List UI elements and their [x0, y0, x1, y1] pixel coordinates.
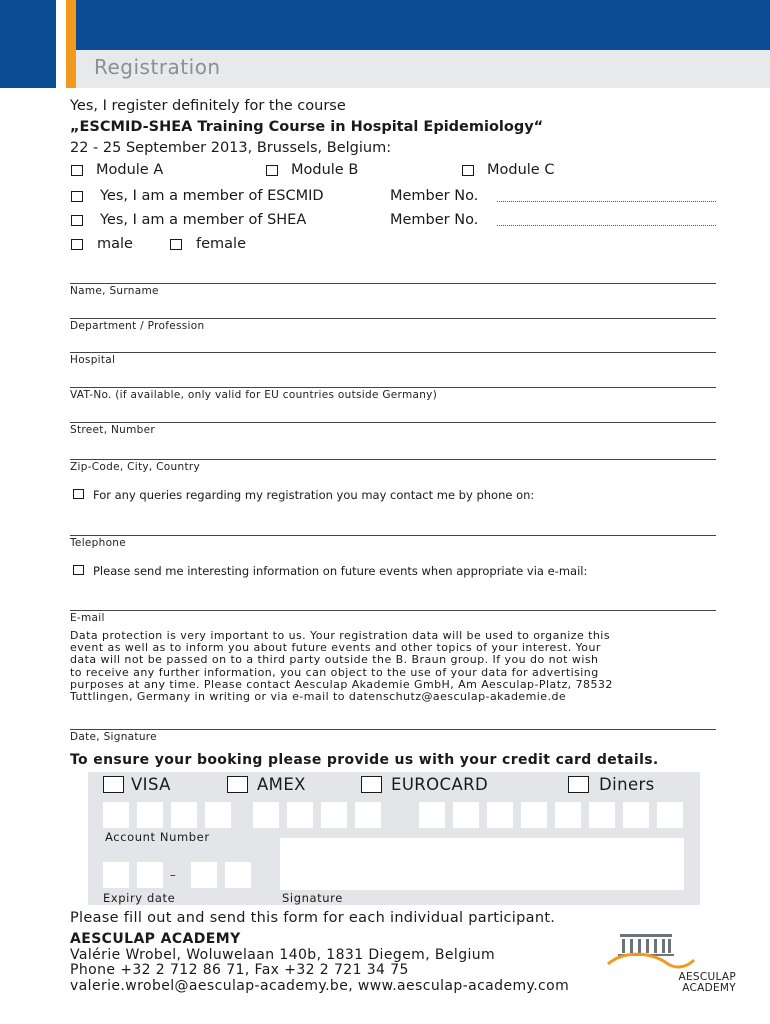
hospital-field[interactable]: [70, 352, 716, 353]
female-label: female: [196, 236, 246, 252]
department-field[interactable]: [70, 318, 716, 319]
email-field[interactable]: [70, 610, 716, 611]
male-label: male: [97, 236, 133, 252]
account-digit-box[interactable]: [287, 802, 313, 828]
telephone-field[interactable]: [70, 535, 716, 536]
module-a-checkbox[interactable]: [71, 165, 83, 176]
amex-checkbox[interactable]: [227, 776, 248, 793]
footer-note: Please fill out and send this form for each individual participant.: [70, 910, 556, 926]
account-digit-box[interactable]: [521, 802, 547, 828]
street-label: Street, Number: [70, 424, 155, 436]
hospital-label: Hospital: [70, 354, 116, 366]
page-title: Registration: [94, 55, 221, 79]
telephone-label: Telephone: [70, 537, 127, 549]
expiry-digit-box[interactable]: [103, 862, 129, 888]
module-b-label: Module B: [291, 162, 359, 178]
escmid-member-checkbox[interactable]: [71, 191, 83, 202]
date-signature-label: Date, Signature: [70, 731, 157, 743]
name-field[interactable]: [70, 283, 716, 284]
eurocard-checkbox[interactable]: [361, 776, 382, 793]
module-c-checkbox[interactable]: [462, 165, 474, 176]
name-label: Name, Surname: [70, 285, 159, 297]
module-b-checkbox[interactable]: [266, 165, 278, 176]
email-consent-checkbox[interactable]: [73, 565, 84, 575]
card-signature-field[interactable]: [280, 838, 684, 890]
eurocard-label: EUROCARD: [391, 775, 489, 794]
phone-consent-checkbox[interactable]: [73, 489, 84, 499]
escmid-member-label: Yes, I am a member of ESCMID: [100, 188, 324, 204]
shea-member-no-field[interactable]: [497, 225, 716, 226]
account-digit-box[interactable]: [321, 802, 347, 828]
diners-label: Diners: [599, 775, 655, 794]
phone-consent-label: For any queries regarding my registration you may contact me by phone on:: [93, 488, 535, 502]
amex-label: AMEX: [257, 775, 306, 794]
privacy-notice: [70, 630, 720, 703]
account-digit-box[interactable]: [103, 802, 129, 828]
shea-member-label: Yes, I am a member of SHEA: [100, 212, 307, 228]
module-a-label: Module A: [96, 162, 164, 178]
account-digit-box[interactable]: [657, 802, 683, 828]
department-label: Department / Profession: [70, 320, 205, 332]
org-name: AESCULAP ACADEMY: [70, 931, 241, 947]
privacy-line: Data protection is very important to us. Your registration data will be used to organize this: [70, 629, 610, 642]
expiry-date-label: Expiry date: [103, 891, 176, 905]
card-signature-label: Signature: [282, 891, 343, 905]
account-digit-box[interactable]: [589, 802, 615, 828]
privacy-line: to receive any further information, you can object to the use of your data for advertising: [70, 665, 599, 679]
street-field[interactable]: [70, 422, 716, 423]
address-line: Valérie Wrobel, Woluwelaan 140b, 1831 Diegem, Belgium: [70, 947, 496, 963]
visa-checkbox[interactable]: [103, 776, 124, 793]
account-digit-box[interactable]: [453, 802, 479, 828]
visa-label: VISA: [131, 775, 171, 794]
expiry-separator: –: [170, 868, 177, 882]
zip-city-label: Zip-Code, City, Country: [70, 461, 200, 473]
email-consent-label: Please send me interesting information on future events when appropriate via e-mail:: [93, 564, 588, 578]
privacy-line: data will not be passed on to a third party outside the B. Braun group. If you do not wish: [70, 653, 599, 667]
female-checkbox[interactable]: [170, 239, 182, 250]
vat-label: VAT-No. (if available, only valid for EU countries outside Germany): [70, 389, 438, 401]
escmid-member-no-field[interactable]: [497, 201, 716, 202]
web-line[interactable]: valerie.wrobel@aesculap-academy.be, www.aesculap-academy.com: [70, 978, 570, 994]
shea-member-no-label: Member No.: [390, 212, 479, 228]
account-number-label: Account Number: [105, 830, 210, 844]
logo-text-line1: AESCULAP: [678, 971, 736, 983]
intro-line: Yes, I register definitely for the course: [70, 98, 346, 114]
account-digit-box[interactable]: [487, 802, 513, 828]
account-digit-box[interactable]: [137, 802, 163, 828]
module-c-label: Module C: [487, 162, 555, 178]
header-orange-stripe: [66, 0, 76, 88]
credit-card-heading: To ensure your booking please provide us with your credit card details.: [70, 752, 659, 768]
expiry-digit-box[interactable]: [225, 862, 251, 888]
expiry-digit-box[interactable]: [137, 862, 163, 888]
vat-field[interactable]: [70, 387, 716, 388]
privacy-line: purposes at any time. Please contact Aesculap Akademie GmbH, Am Aesculap-Platz, 78532: [70, 677, 613, 691]
logo-text-line2: ACADEMY: [682, 982, 736, 994]
account-digit-box[interactable]: [555, 802, 581, 828]
account-digit-box[interactable]: [205, 802, 231, 828]
zip-city-field[interactable]: [70, 459, 716, 460]
phone-line: Phone +32 2 712 86 71, Fax +32 2 721 34 75: [70, 962, 409, 978]
orange-swoosh: [608, 954, 694, 967]
account-digit-box[interactable]: [171, 802, 197, 828]
email-label: E-mail: [70, 612, 105, 624]
header-band-blue-top: [76, 0, 770, 50]
diners-checkbox[interactable]: [568, 776, 589, 793]
date-signature-field[interactable]: [70, 729, 716, 730]
account-digit-box[interactable]: [253, 802, 279, 828]
expiry-digit-box[interactable]: [191, 862, 217, 888]
shea-member-checkbox[interactable]: [71, 215, 83, 226]
course-dates: 22 - 25 September 2013, Brussels, Belgium:: [70, 140, 392, 156]
privacy-line: event as well as to inform you about future events and other topics of your interest. Your: [70, 641, 601, 655]
escmid-member-no-label: Member No.: [390, 188, 479, 204]
temple-icon: [618, 934, 674, 956]
account-digit-box[interactable]: [355, 802, 381, 828]
course-title: „ESCMID-SHEA Training Course in Hospital Epidemiology“: [70, 119, 544, 135]
account-digit-box[interactable]: [623, 802, 649, 828]
account-digit-box[interactable]: [419, 802, 445, 828]
privacy-line: Tuttlingen, Germany in writing or via e-mail to datenschutz@aesculap-akademie.de: [70, 690, 567, 704]
male-checkbox[interactable]: [71, 239, 83, 250]
